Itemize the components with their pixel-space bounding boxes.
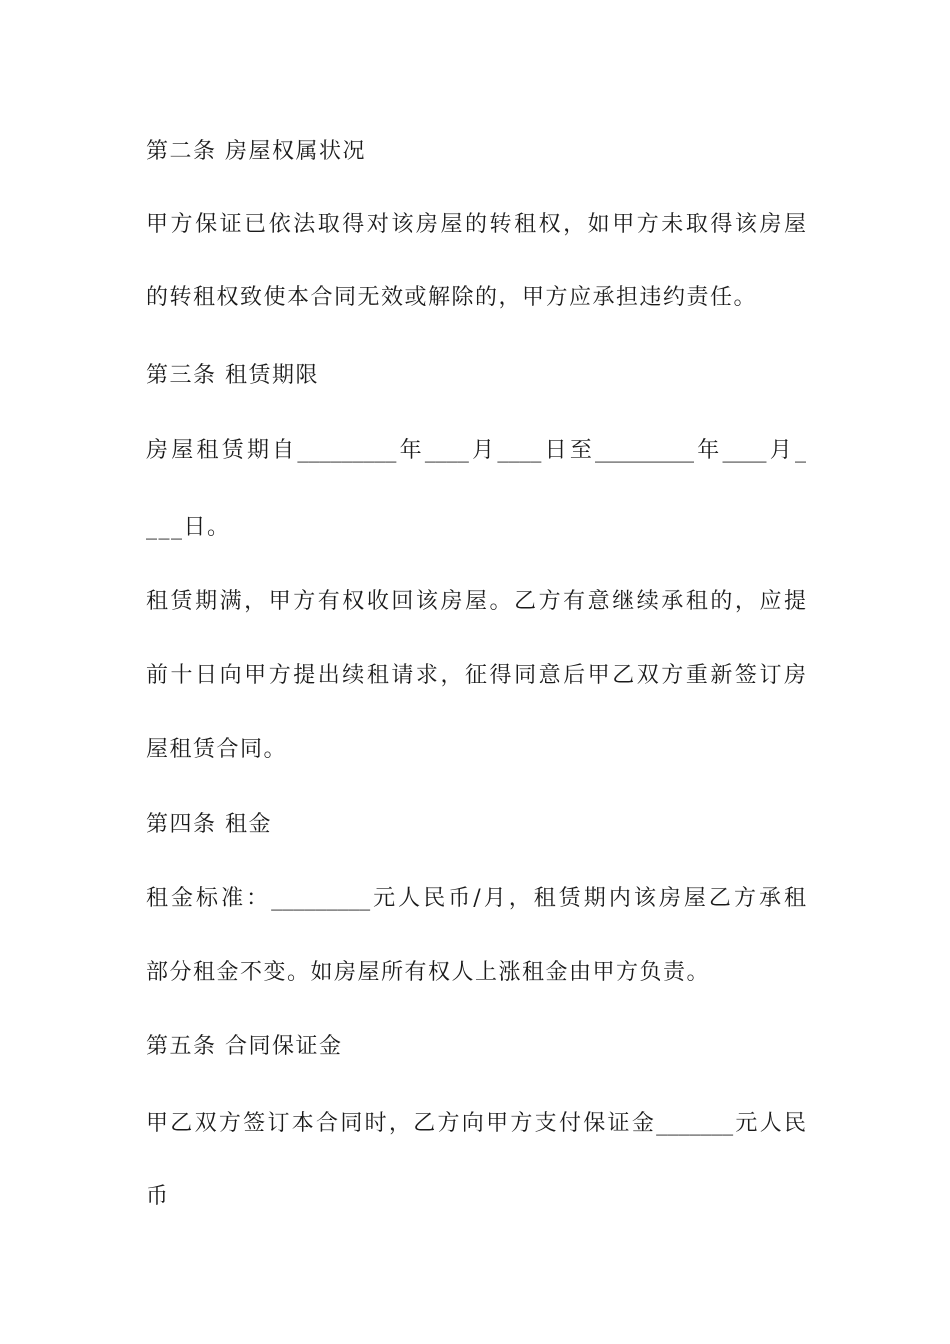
- article-2-text-line-1: 甲方保证已依法取得对该房屋的转租权，如甲方未取得该房屋: [146, 212, 806, 237]
- article-2-text-line-2: 的转租权致使本合同无效或解除的，甲方应承担违约责任。: [146, 285, 758, 310]
- rent-text-line-2: 部分租金不变。如房屋所有权人上涨租金由甲方负责。: [146, 960, 711, 985]
- lease-term-line-1: 房屋租赁期自_________年____月____日至_________年____月_: [146, 438, 806, 463]
- renewal-text-line-1: 租赁期满，甲方有权收回该房屋。乙方有意继续承租的，应提: [146, 589, 806, 614]
- rent-text-line-1: 租金标准：_________元人民币/月，租赁期内该房屋乙方承租: [146, 886, 806, 911]
- deposit-text-line-2: 币: [146, 1184, 170, 1209]
- article-2-heading: 第二条 房屋权属状况: [146, 139, 366, 164]
- article-5-heading: 第五条 合同保证金: [146, 1034, 343, 1059]
- article-3-heading: 第三条 租赁期限: [146, 363, 319, 388]
- renewal-text-line-3: 屋租赁合同。: [146, 737, 288, 762]
- article-4-heading: 第四条 租金: [146, 812, 272, 837]
- renewal-text-line-2: 前十日向甲方提出续租请求，征得同意后甲乙双方重新签订房: [146, 663, 806, 688]
- deposit-text-line-1: 甲乙双方签订本合同时，乙方向甲方支付保证金_______元人民: [146, 1111, 806, 1136]
- lease-term-line-2: ___日。: [146, 515, 231, 540]
